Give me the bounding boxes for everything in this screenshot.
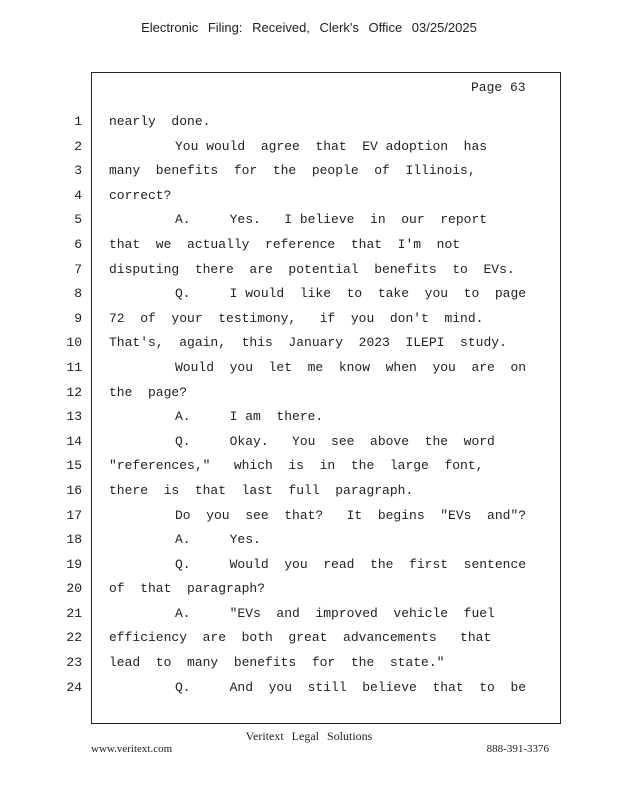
transcript-text xyxy=(109,112,549,702)
transcript-line: A. Yes. xyxy=(175,532,261,548)
transcript-line: the page? xyxy=(109,384,188,400)
transcript-line: You would agree that EV adoption has xyxy=(175,138,488,154)
transcript-line: A. Yes. I believe in our report xyxy=(175,212,488,228)
line-number: 2 xyxy=(74,138,82,154)
transcript-line: That's, again, this January 2023 ILEPI study. xyxy=(109,335,507,351)
transcript-line: that we actually reference that I'm not xyxy=(109,236,461,252)
company-phone: 888-391-3376 xyxy=(486,743,549,755)
line-number: 15 xyxy=(66,458,82,474)
transcript-line: disputing there are potential benefits to EVs. xyxy=(109,261,515,277)
line-number: 10 xyxy=(66,335,82,351)
line-number: 3 xyxy=(74,163,82,179)
line-number: 7 xyxy=(74,261,82,277)
line-number: 8 xyxy=(74,286,82,302)
line-number: 21 xyxy=(66,605,82,621)
line-number-column xyxy=(60,112,82,702)
line-number: 4 xyxy=(74,187,82,203)
transcript-line: "references," which is in the large font, xyxy=(109,458,484,474)
reporter-company: Veritext Legal Solutions xyxy=(245,729,373,743)
transcript-line: Q. And you still believe that to be xyxy=(175,679,527,695)
line-number: 9 xyxy=(74,310,82,326)
filing-stamp-header: Electronic Filing: Received, Clerk's Office 03/25/2025 xyxy=(141,20,477,35)
line-number: 14 xyxy=(66,433,82,449)
transcript-line: correct? xyxy=(109,187,172,203)
company-website: www.veritext.com xyxy=(91,743,173,755)
line-number: 24 xyxy=(66,679,82,695)
transcript-line: of that paragraph? xyxy=(109,581,266,597)
line-number: 17 xyxy=(66,507,82,523)
line-number: 12 xyxy=(66,384,82,400)
line-number: 11 xyxy=(66,359,82,375)
line-number: 16 xyxy=(66,482,82,498)
transcript-line: A. I am there. xyxy=(175,409,324,425)
page-number: Page 63 xyxy=(471,80,526,95)
transcript-line: lead to many benefits for the state." xyxy=(109,655,445,671)
line-number: 5 xyxy=(74,212,82,228)
line-number: 18 xyxy=(66,532,82,548)
transcript-line: Q. Would you read the first sentence xyxy=(175,556,527,572)
transcript-line: Do you see that? It begins "EVs and"? xyxy=(175,507,527,523)
transcript-line: Q. Okay. You see above the word xyxy=(175,433,495,449)
transcript-line: Would you let me know when you are on xyxy=(175,359,527,375)
line-number: 6 xyxy=(74,236,82,252)
transcript-line: Q. I would like to take you to page xyxy=(175,286,527,302)
line-number: 20 xyxy=(66,581,82,597)
transcript-line: many benefits for the people of Illinois, xyxy=(109,163,476,179)
line-number: 23 xyxy=(66,655,82,671)
transcript-line: efficiency are both great advancements that xyxy=(109,630,492,646)
line-number: 22 xyxy=(66,630,82,646)
transcript-line: 72 of your testimony, if you don't mind. xyxy=(109,310,484,326)
line-number: 19 xyxy=(66,556,82,572)
transcript-line: nearly done. xyxy=(109,114,211,129)
transcript-line: there is that last full paragraph. xyxy=(109,482,414,498)
line-number: 1 xyxy=(74,114,82,129)
line-number: 13 xyxy=(66,409,82,425)
transcript-line: A. "EVs and improved vehicle fuel xyxy=(175,605,495,621)
